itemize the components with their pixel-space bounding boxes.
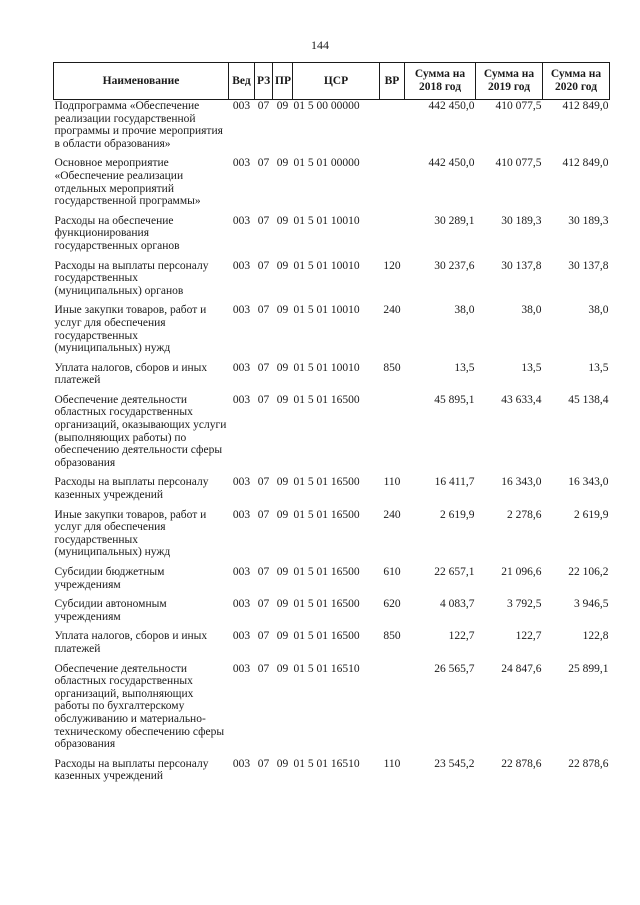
row-csr: 01 5 01 16510 [293,757,360,770]
row-name: Расходы на выплаты персоналу государственных (муниципальных) органов [54,259,209,297]
row-sum-2018: 16 411,7 [434,476,475,489]
row-name: Иные закупки товаров, работ и услуг для обеспечения государственных (муниципальных) нужд [54,304,207,355]
row-pr: 09 [276,630,289,643]
row-ved: 003 [232,566,251,578]
row-rz: 07 [257,361,270,374]
row-vr [380,215,405,260]
row-csr: 01 5 01 16510 [293,662,360,675]
row-rz: 07 [257,508,270,521]
row-sum-2019: 21 096,6 [501,566,542,578]
table-row [54,362,610,394]
row-vr: 240 [383,304,401,317]
row-sum-2019: 24 847,6 [501,662,542,675]
row-sum-2018: 23 545,2 [434,757,475,770]
table-row [54,304,610,361]
row-pr: 09 [276,157,289,170]
row-ved: 003 [232,508,251,521]
row-ved: 003 [232,630,251,643]
row-sum-2019: 30 137,8 [501,259,542,272]
row-sum-2018: 38,0 [454,304,475,317]
row-pr: 09 [276,508,289,521]
header-sum-2018: Сумма на 2018 год [405,63,476,100]
row-name: Расходы на выплаты персоналу казенных учреждений [54,476,209,502]
row-ved: 003 [232,304,251,317]
row-pr: 09 [276,304,289,317]
row-sum-2020: 412 849,0 [562,100,609,112]
row-rz: 07 [257,214,270,227]
row-vr: 850 [383,630,401,643]
row-sum-2020: 13,5 [588,361,609,374]
page-number: 144 [311,38,329,52]
table-row [54,157,610,214]
row-sum-2018: 2 619,9 [440,508,475,521]
row-sum-2019: 410 077,5 [495,157,542,170]
row-name: Субсидии бюджетным учреждениям [54,566,165,591]
row-vr [380,157,405,214]
row-sum-2019: 16 343,0 [501,476,542,489]
table-header-row [54,63,610,100]
row-vr: 120 [383,259,401,272]
row-name: Обеспечение деятельности областных государственных организаций, оказывающих услуги (выполняющих работы) по обеспечению деятельности сферы образования [54,393,227,469]
table-row [54,566,610,598]
row-pr: 09 [276,757,289,770]
header-vr: ВР [380,63,405,100]
table-row [54,394,610,477]
row-sum-2020: 3 946,5 [574,598,609,611]
row-sum-2020: 2 619,9 [574,508,609,521]
table-row [54,215,610,260]
row-rz: 07 [257,598,270,611]
row-sum-2019: 410 077,5 [495,100,542,112]
budget-table [53,62,610,790]
row-csr: 01 5 00 00000 [293,100,360,112]
row-sum-2019: 43 633,4 [501,393,542,406]
row-sum-2020: 45 138,4 [568,393,609,406]
row-rz: 07 [257,157,270,170]
table-row [54,260,610,305]
row-name: Уплата налогов, сборов и иных платежей [54,361,208,387]
row-csr: 01 5 01 10010 [293,304,360,317]
row-name: Подпрограмма «Обеспечение реализации государственной программы и прочие мероприятия в области образования» [54,100,223,150]
table-row [54,758,610,790]
row-sum-2020: 22 106,2 [568,566,609,578]
row-vr: 240 [383,508,401,521]
row-csr: 01 5 01 16500 [293,598,360,611]
row-rz: 07 [257,662,270,675]
row-sum-2018: 13,5 [454,361,475,374]
row-ved: 003 [232,157,251,170]
row-pr: 09 [276,566,289,578]
header-sum-2019: Сумма на 2019 год [476,63,543,100]
row-pr: 09 [276,214,289,227]
row-sum-2018: 45 895,1 [434,393,475,406]
row-csr: 01 5 01 16500 [293,476,360,489]
row-sum-2019: 30 189,3 [501,214,542,227]
row-sum-2018: 30 237,6 [434,259,475,272]
row-rz: 07 [257,259,270,272]
header-csr: ЦСР [293,63,380,100]
row-sum-2020: 25 899,1 [568,662,609,675]
row-sum-2018: 122,7 [448,630,475,643]
row-sum-2018: 22 657,1 [434,566,475,578]
row-sum-2018: 26 565,7 [434,662,475,675]
row-csr: 01 5 01 00000 [293,157,360,170]
row-rz: 07 [257,630,270,643]
row-sum-2019: 22 878,6 [501,757,542,770]
row-rz: 07 [257,757,270,770]
row-vr [380,663,405,758]
header-name: Наименование [54,63,229,100]
row-csr: 01 5 01 16500 [293,630,360,643]
table-row [54,476,610,508]
row-name: Субсидии автономным учреждениям [54,598,167,623]
header-sum-2020: Сумма на 2020 год [543,63,610,100]
row-sum-2020: 16 343,0 [568,476,609,489]
row-sum-2019: 122,7 [515,630,542,643]
row-csr: 01 5 01 16500 [293,393,360,406]
table-row [54,630,610,662]
row-sum-2019: 2 278,6 [507,508,542,521]
row-sum-2018: 442 450,0 [428,157,475,170]
row-name: Уплата налогов, сборов и иных платежей [54,630,208,655]
row-ved: 003 [232,476,251,489]
row-csr: 01 5 01 10010 [293,259,360,272]
row-sum-2019: 13,5 [521,361,542,374]
row-sum-2020: 22 878,6 [568,757,609,770]
row-vr [380,100,405,158]
row-csr: 01 5 01 16500 [293,566,360,578]
row-ved: 003 [232,662,251,675]
row-sum-2020: 122,8 [582,630,609,643]
row-pr: 09 [276,100,289,112]
row-pr: 09 [276,393,289,406]
row-name: Расходы на обеспечение функционирования государственных органов [54,214,180,252]
row-vr: 620 [383,598,401,611]
row-vr [380,394,405,477]
row-sum-2019: 38,0 [521,304,542,317]
row-sum-2018: 30 289,1 [434,214,475,227]
row-sum-2018: 4 083,7 [440,598,475,611]
header-ved: Вед [229,63,255,100]
row-rz: 07 [257,566,270,578]
table-row [54,100,610,158]
row-vr: 850 [383,361,401,374]
row-pr: 09 [276,476,289,489]
row-sum-2020: 38,0 [588,304,609,317]
row-name: Расходы на выплаты персоналу казенных учреждений [54,757,209,783]
row-csr: 01 5 01 10010 [293,361,360,374]
header-rz: РЗ [255,63,273,100]
table-row [54,663,610,758]
row-csr: 01 5 01 16500 [293,508,360,521]
row-sum-2020: 412 849,0 [562,157,609,170]
row-ved: 003 [232,259,251,272]
row-name: Основное мероприятие «Обеспечение реализации отдельных мероприятий государственной программы» [54,157,201,208]
row-rz: 07 [257,393,270,406]
table-row [54,598,610,630]
row-rz: 07 [257,304,270,317]
row-ved: 003 [232,214,251,227]
row-vr: 110 [383,476,401,489]
row-sum-2020: 30 137,8 [568,259,609,272]
row-rz: 07 [257,476,270,489]
row-ved: 003 [232,598,251,611]
row-csr: 01 5 01 10010 [293,214,360,227]
row-ved: 003 [232,361,251,374]
row-pr: 09 [276,259,289,272]
row-name: Обеспечение деятельности областных государственных организаций, выполняющих работы по бухгалтерскому обслуживанию и материально-техническому обеспечению сферы образования [54,662,225,751]
row-pr: 09 [276,361,289,374]
row-ved: 003 [232,393,251,406]
header-pr: ПР [273,63,293,100]
table-row [54,509,610,566]
row-sum-2019: 3 792,5 [507,598,542,611]
row-ved: 003 [232,100,251,112]
row-sum-2018: 442 450,0 [428,100,475,112]
row-ved: 003 [232,757,251,770]
row-sum-2020: 30 189,3 [568,214,609,227]
row-rz: 07 [257,100,270,112]
row-pr: 09 [276,662,289,675]
row-pr: 09 [276,598,289,611]
row-name: Иные закупки товаров, работ и услуг для обеспечения государственных (муниципальных) нужд [54,508,207,559]
row-vr: 110 [383,757,401,770]
row-vr: 610 [383,566,401,578]
